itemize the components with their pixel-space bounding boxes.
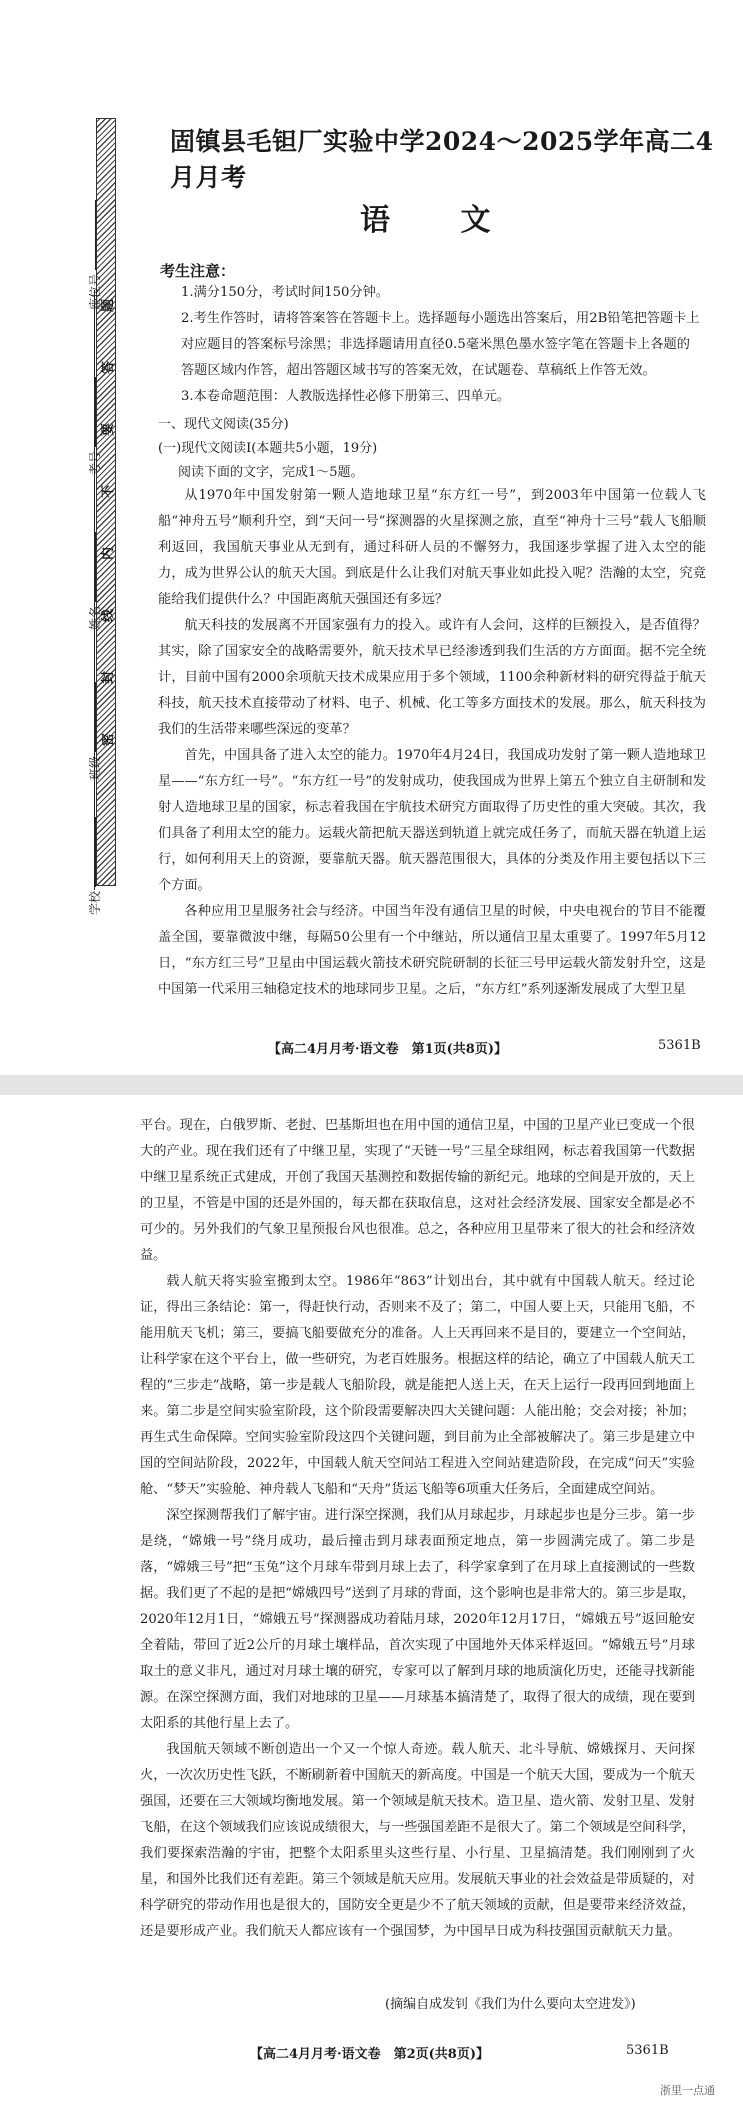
notice-list bbox=[160, 280, 700, 410]
seal-char: 封 bbox=[101, 670, 117, 685]
passage-paragraph: 各种应用卫星服务社会与经济。中国当年没有通信卫星的时候，中央电视台的节目不能覆盖全国，要靠微波中继，每隔50公里有一个中继站，所以通信卫星太重要了。1997年5月12日，“东方红三号”卫星由中国运载火箭技术研究院研制的长征三号甲运载火箭发射升空，这是中国第一代采用三轴稳定技术的地球同步卫星。之后，“东方红”系列逐渐发展成了大型卫星 bbox=[158, 904, 706, 997]
page-footer: 【高二4月月考·语文卷 第2页(共8页)】 bbox=[250, 2047, 489, 2062]
passage-paragraph: 深空探测帮我们了解宇宙。进行深空探测，我们从月球起步，月球起步也是分三步。第一步是绕，“嫦娥一号”绕月成功，最后撞击到月球表面预定地点，第一步圆满完成了。第二步是落，“嫦娥三号”把“玉兔”这个月球车带到月球上去了，科学家拿到了在月球上直接测试的一些数据。我们更了不起的是把“嫦娥四号”送到了月球的背面，这个影响也是非常大的。第三步是取，2020年12月1日，“嫦娥五号”探测器成功着陆月球，2020年12月17日，“嫦娥五号”返回舱安全着陆，带回了近2公斤的月球土壤样品，首次实现了中国地外天体采样返回。“嫦娥五号”月球取土的意义非凡，通过对月球土壤的研究，专家可以了解到月球的地质演化历史，还能寻找新能源。在深空探测方面，我们对地球的卫星——月球基本搞清楚了，取得了很大的成绩，现在要到太阳系的其他行星上去了。 bbox=[140, 1508, 695, 1731]
seal-char: 要 bbox=[101, 422, 117, 437]
notice-heading: 考生注意： bbox=[160, 262, 236, 280]
passage-source: (摘编自成发钊《我们为什么要向太空进发》) bbox=[385, 1997, 636, 2012]
subsection-heading: (一)现代文阅读Ⅰ(本题共5小题，19分) bbox=[158, 441, 378, 456]
exam-number-field: 考号 bbox=[86, 377, 103, 475]
exam-title: 固镇县毛钽厂实验中学2024～2025学年高二4月月考 bbox=[170, 127, 714, 192]
passage-paragraph: 从1970年中国发射第一颗人造地球卫星“东方红一号”，到2003年中国第一位载人飞船“神舟五号”顺利升空，到“天问一号”探测器的火星探测之旅，直至“神舟十三号”载人飞船顺利返回，我国航天事业从无到有，通过科研人员的不懈努力，我国逐步掌握了进入太空的能力，成为世界公认的航天大国。到底是什么让我们对航天事业如此投入呢？浩瀚的太空，究竟能给我们提供什么？中国距离航天强国还有多远？ bbox=[158, 488, 706, 607]
seal-char: 内 bbox=[101, 546, 117, 561]
notice-item: 3.本卷命题范围：人教版选择性必修下册第三、四单元。 bbox=[181, 389, 511, 404]
seal-char: 不 bbox=[101, 484, 117, 499]
passage-page-1 bbox=[158, 483, 706, 1003]
seal-char: 答 bbox=[101, 360, 117, 375]
passage-paragraph: 我国航天领域不断创造出一个又一个惊人奇迹。载人航天、北斗导航、嫦娥探月、天问探火，一次次历史性飞跃，不断刷新着中国航天的新高度。中国是一个航天大国，要成为一个航天强国，还要在三大领域均衡地发展。第一个领域是航天技术。造卫星、造火箭、发射卫星、发射飞船，在这个领域我们应该说成绩很大，与一些强国差距不是很大了。第二个领域是空间科学，我们要探索浩瀚的宇宙，把整个太阳系里头这些行星、小行星、卫星搞清楚。我们刚刚到了火星，和国外比我们还有差距。第三个领域是航天应用。发展航天事业的社会效益是带质疑的，对科学研究的带动作用也是很大的，国防安全更是少不了航天领域的贡献，但是要带来经济效益，还是要形成产业。我们航天人都应该有一个强国梦，为中国早日成为科技强国贡献航天力量。 bbox=[140, 1742, 695, 1939]
passage-paragraph: 载人航天将实验室搬到太空。1986年“863”计划出台，其中就有中国载人航天。经过论证，得出三条结论：第一，得赶快行动，否则来不及了；第二，中国人要上天，只能用飞船，不能用航天飞机；第三，要搞飞船要做充分的准备。人上天再回来不是目的，要建立一个空间站，让科学家在这个平台上，做一些研究，为老百姓服务。根据这样的结论，确立了中国载人航天工程的“三步走”战略，第一步是载人飞船阶段，就是能把人送上天，在天上运行一段再回到地面上来。第二步是空间实验室阶段，这个阶段需要解决四大关键问题：人能出舱；交会对接；补加；再生式生命保障。空间实验室阶段这四个关键问题，到目前为止全部被解决了。第三步是建立中国的空间站阶段，2022年，中国载人航天空间站工程进入空间站建造阶段，在完成“问天”实验舱、“梦天”实验舱、神舟载人飞船和“天舟”货运飞船等6项重大任务后，全面建成空间站。 bbox=[140, 1274, 695, 1497]
seal-char: 题 bbox=[101, 298, 117, 313]
class-field: 班级 bbox=[86, 682, 103, 780]
seal-char: 线 bbox=[101, 608, 117, 623]
notice-item: 2.考生作答时，请将答案答在答题卡上。选择题每小题选出答案后，用2B铅笔把答题卡上对应题目的答案标号涂黑；非选择题请用直径0.5毫米黑色墨水签字笔在答题卡上各题的答题区域内作答，超出答题区域书写的答案无效，在试题卷、草稿纸上作答无效。 bbox=[181, 311, 700, 378]
page-gap bbox=[0, 1075, 743, 1095]
passage-paragraph: 平台。现在，白俄罗斯、老挝、巴基斯坦也在用中国的通信卫星，中国的卫星产业已变成一个很大的产业。现在我们还有了中继卫星，实现了“天链一号”三星全球组网，标志着我国第一代数据中继卫星系统正式建成，开创了我国天基测控和数据传输的新纪元。地球的空间是开放的，天上的卫星，不管是中国的还是外国的，每天都在获取信息，这对社会经济发展、国家安全都是必不可少的。另外我们的气象卫星预报台风也很准。总之，各种应用卫星带来了很大的社会和经济效益。 bbox=[140, 1118, 695, 1263]
name-field: 姓名 bbox=[86, 532, 103, 630]
seal-char: 密 bbox=[101, 732, 117, 747]
passage-paragraph: 首先，中国具备了进入太空的能力。1970年4月24日，我国成功发射了第一颗人造地球卫星——“东方红一号”。“东方红一号”的发射成功，使我国成为世界上第五个独立自主研制和发射人造地球卫星的国家，标志着我国在宇航技术研究方面取得了历史性的重大突破。其次，我们具备了利用太空的能力。运载火箭把航天器送到轨道上就完成任务了，而航天器在轨道上运行，如何利用天上的资源，要靠航天器。航天器范围很大，具体的分类及作用主要包括以下三个方面。 bbox=[158, 748, 706, 893]
notice-item: 1.满分150分，考试时间150分钟。 bbox=[181, 285, 389, 300]
paper-code: 5361B bbox=[626, 2043, 669, 2058]
section-heading: 一、现代文阅读(35分) bbox=[158, 417, 289, 432]
paper-code: 5361B bbox=[658, 1038, 701, 1053]
seat-number-field: 座位号 bbox=[86, 200, 103, 310]
passage-paragraph: 航天科技的发展离不开国家强有力的投入。或许有人会问，这样的巨额投入，是否值得？其实，除了国家安全的战略需要外，航天技术早已经渗透到我们生活的方方面面。据不完全统计，目前中国有2000余项航天技术成果应用于多个领域，1100余种新材料的研究得益于航天科技，航天技术直接带动了材料、电子、机械、化工等多方面技术的发展。那么，航天科技为我们的生活带来哪些深远的变革？ bbox=[158, 618, 706, 737]
school-field: 学校 bbox=[86, 817, 103, 915]
reading-instruction: 阅读下面的文字，完成1～5题。 bbox=[178, 465, 364, 480]
page-footer: 【高二4月月考·语文卷 第1页(共8页)】 bbox=[268, 1042, 507, 1057]
passage-page-2 bbox=[140, 1113, 695, 1945]
watermark: 浙里一点通 bbox=[660, 2084, 715, 2097]
subject-title: 语 文 bbox=[360, 203, 521, 238]
seal-line bbox=[94, 290, 117, 890]
